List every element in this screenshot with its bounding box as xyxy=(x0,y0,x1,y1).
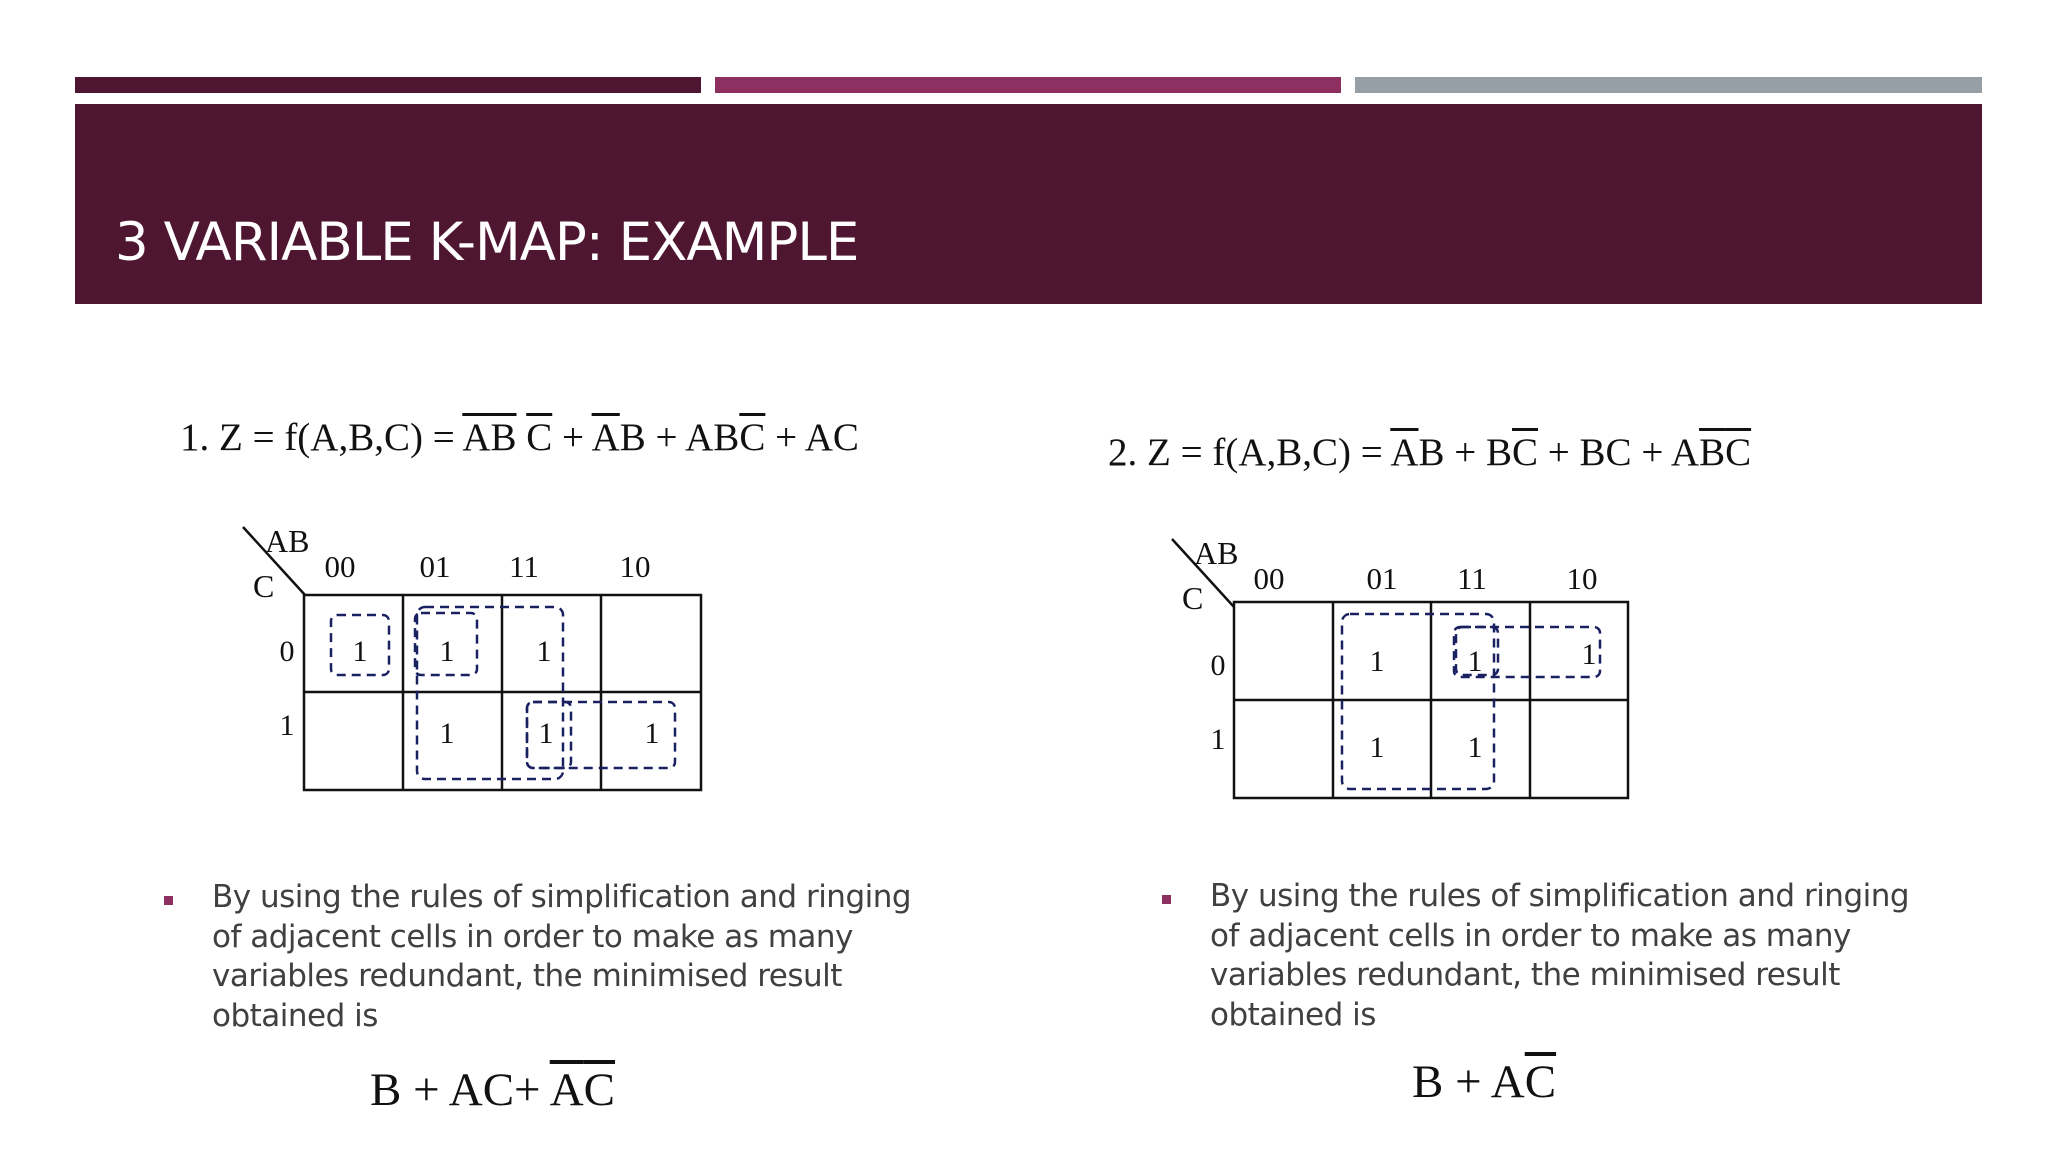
kmap-row-0: 0 xyxy=(1210,649,1226,682)
kmap-cell-0-11: 1 xyxy=(536,635,552,668)
kmap-cell-0-11: 1 xyxy=(1467,645,1483,678)
example-1-equation: 1. $Z = f(A,B,C) = \overline{A}\overline{B}$ $\overline{C} + \overline{A}B + AB\overline{C}$ + AC xyxy=(180,416,859,459)
example-2-description: By using the rules of simplification and ringing of adjacent cells in order to make as many variables redundant, the minimised result obtained is xyxy=(1210,878,1910,1033)
kmap-col-00: 00 xyxy=(1253,561,1285,596)
kmap-col-00: 00 xyxy=(324,549,356,584)
accent-bar-dark xyxy=(75,77,701,93)
example-1-result: $B + AC+ \overline{A}\overline{C}$ xyxy=(370,1064,616,1116)
kmap-var-ab: AB xyxy=(1194,535,1239,571)
example-1-kmap xyxy=(235,515,715,815)
example-1-description: By using the rules of simplification and ringing of adjacent cells in order to make as many variables redundant, the minimised result obtained is xyxy=(212,879,912,1034)
kmap-cell-1-10: 1 xyxy=(644,717,660,750)
example-2-equation: 2. $Z = f(A,B,C) = \overline{A}B + B\overline{C}$ + BC + $A\overline{B}\overline{C}$ xyxy=(1108,431,1752,474)
accent-bar-gray xyxy=(1355,77,1982,93)
kmap-cell-0-01: 1 xyxy=(1369,645,1385,678)
kmap-row-0: 0 xyxy=(279,635,295,668)
kmap-col-10: 10 xyxy=(1566,561,1598,596)
kmap-cell-1-11: 1 xyxy=(538,717,554,750)
kmap-col-11: 11 xyxy=(509,549,539,584)
kmap-row-1: 1 xyxy=(1210,723,1226,756)
example-2-kmap xyxy=(1162,527,1642,827)
kmap-var-c: C xyxy=(253,568,275,604)
slide-title: 3 VARIABLE K-MAP: EXAMPLE xyxy=(115,212,859,273)
kmap-cell-0-01: 1 xyxy=(439,635,455,668)
kmap-row-1: 1 xyxy=(279,709,295,742)
kmap-cell-0-00: 1 xyxy=(352,635,368,668)
title-banner xyxy=(75,104,1982,304)
kmap-col-11: 11 xyxy=(1457,561,1487,596)
kmap-cell-0-10: 1 xyxy=(1581,638,1597,671)
kmap-cell-1-01: 1 xyxy=(1369,731,1385,764)
kmap-col-10: 10 xyxy=(619,549,651,584)
accent-bar-magenta xyxy=(715,77,1341,93)
kmap-cell-1-01: 1 xyxy=(439,717,455,750)
kmap-col-01: 01 xyxy=(419,549,451,584)
kmap-var-ab: AB xyxy=(265,523,310,559)
kmap-col-01: 01 xyxy=(1366,561,1398,596)
kmap-var-c: C xyxy=(1182,580,1204,616)
example-2-result: $B + A\overline{C}$ xyxy=(1412,1056,1557,1108)
kmap-cell-1-11: 1 xyxy=(1467,731,1483,764)
bullet-marker xyxy=(1162,895,1171,904)
bullet-marker xyxy=(164,896,173,905)
